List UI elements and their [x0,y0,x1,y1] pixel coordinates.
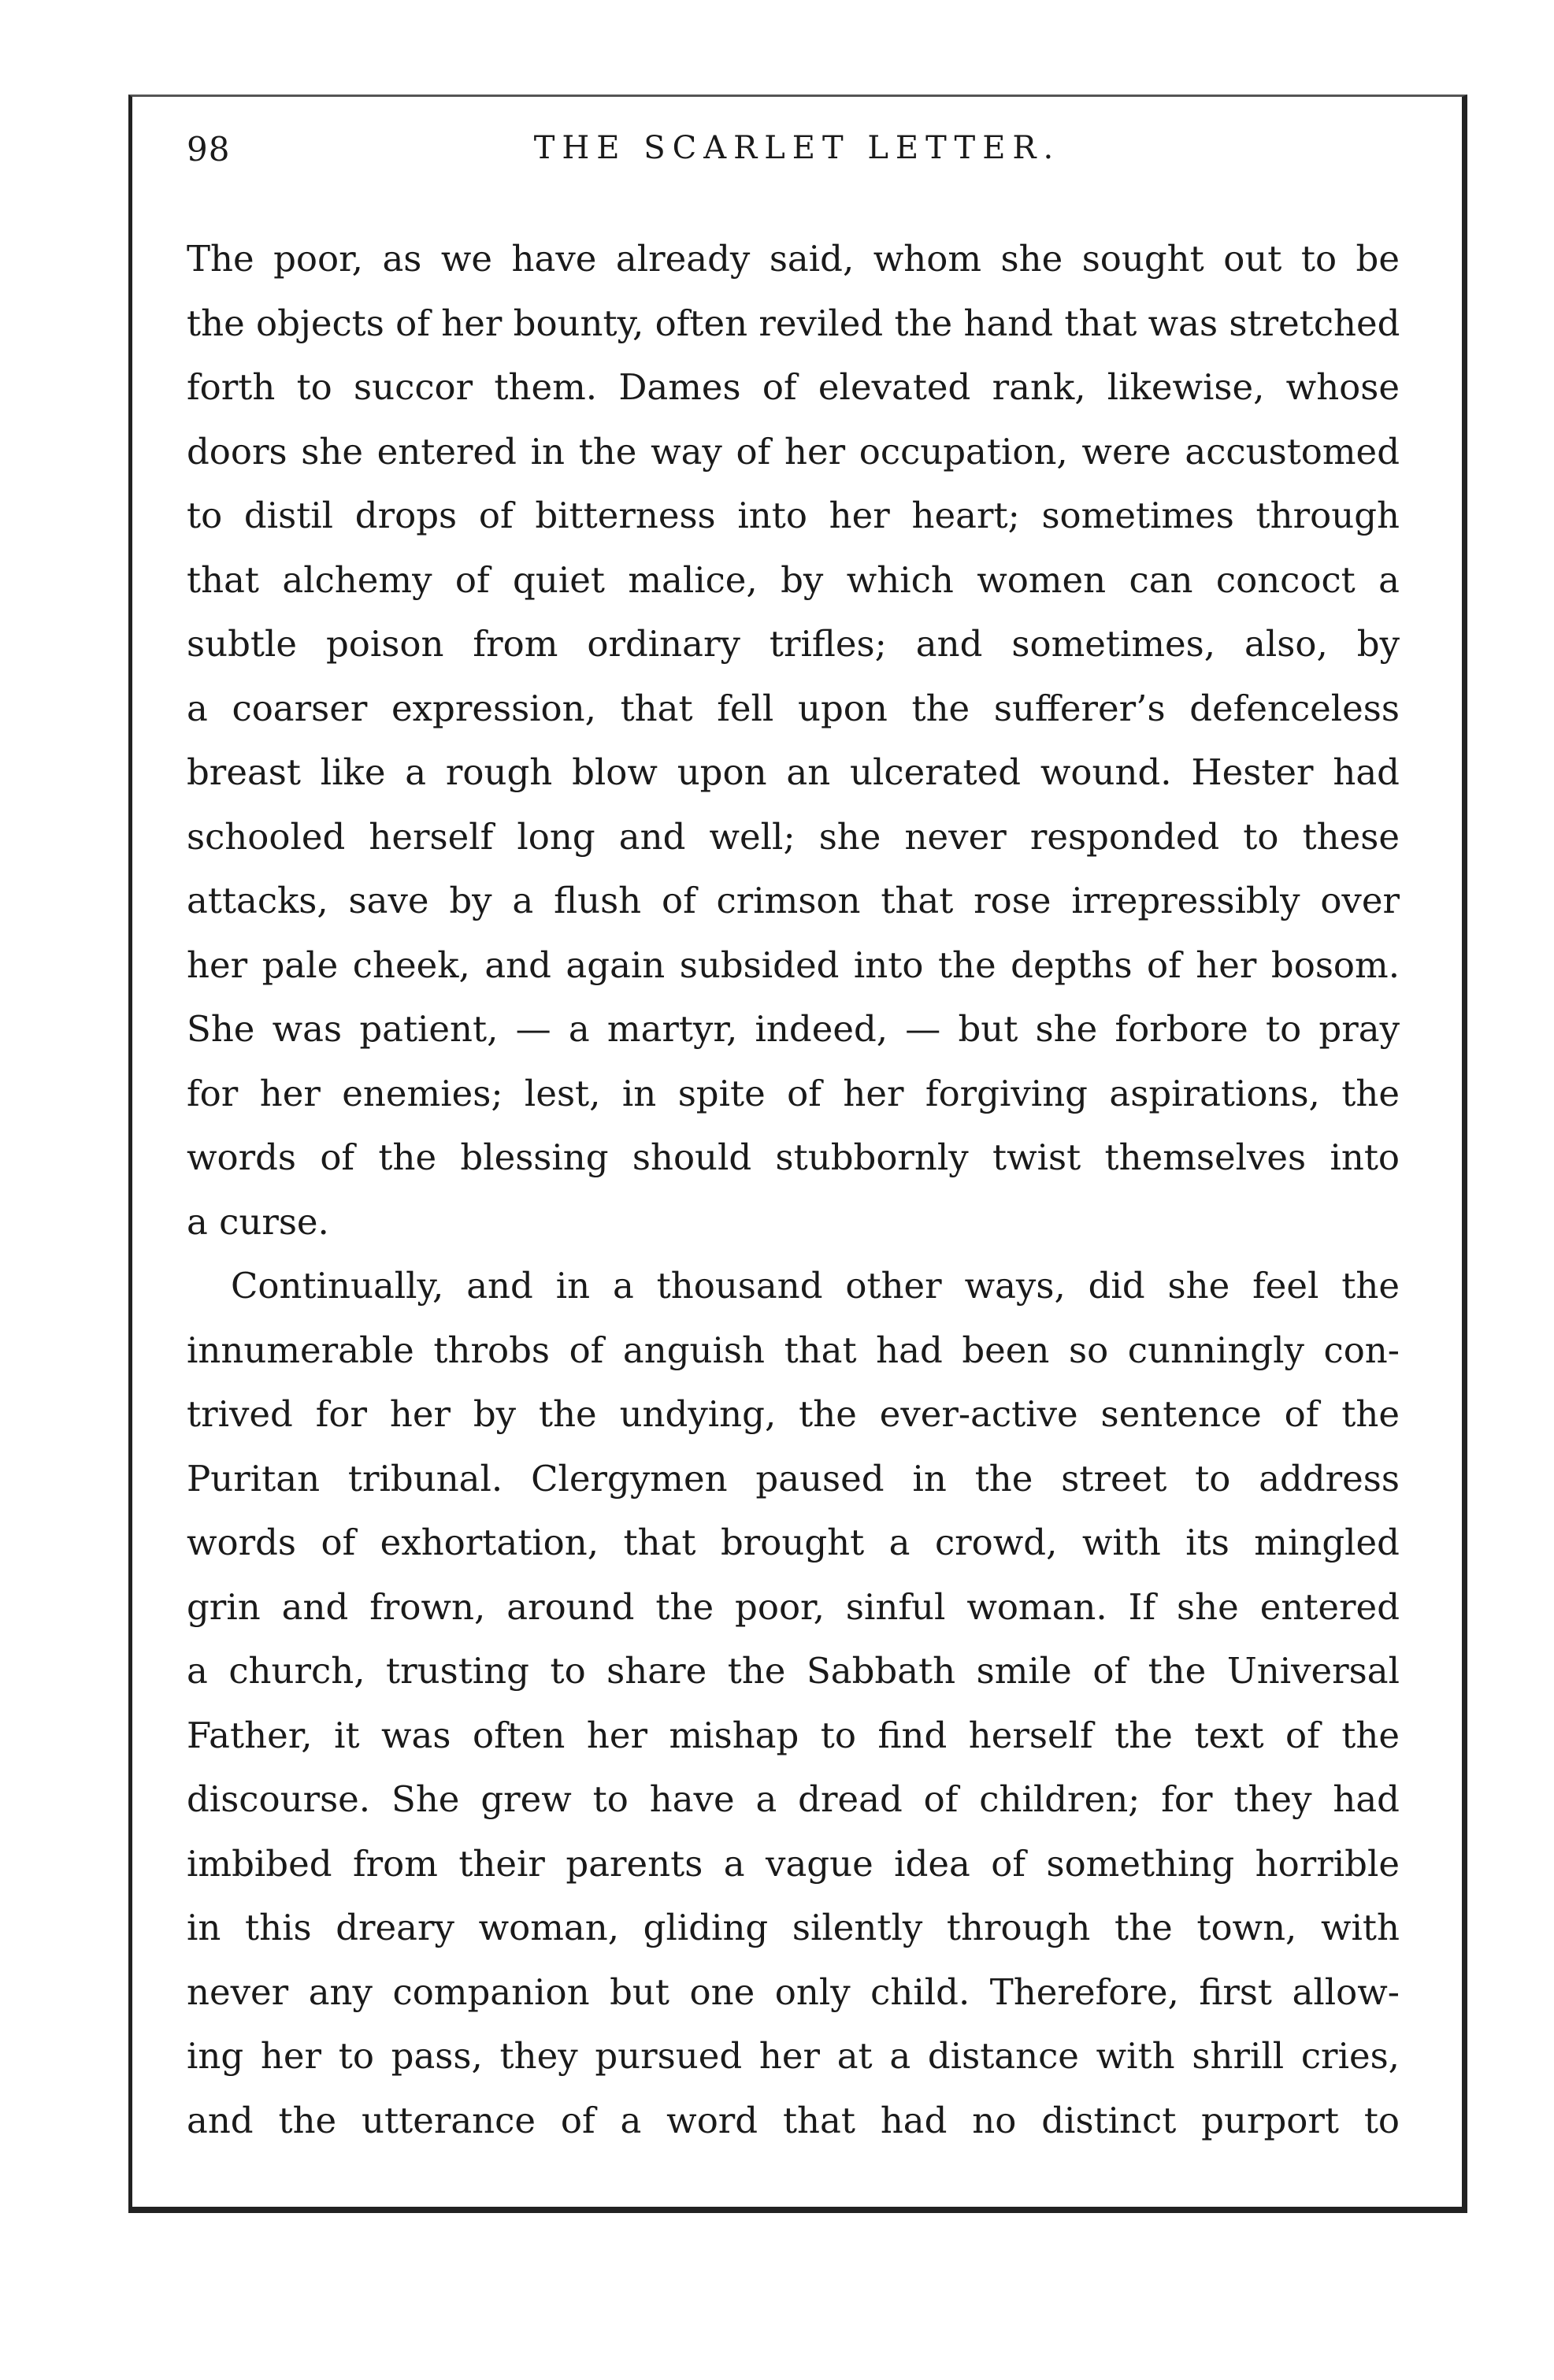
text-line: words of the blessing should stubbornly twist themselves into [187,1136,1400,1178]
text-line: a church, trusting to share the Sabbath smile of the Universal [187,1650,1400,1692]
text-line: ing her to pass, they pursued her at a distance with shrill cries, [187,2035,1400,2077]
text-line: breast like a rough blow upon an ulcerated wound. Hester had [187,751,1400,793]
text-line: never any companion but one only child. Therefore, first allow- [187,1970,1400,2013]
text-line: imbibed from their parents a vague idea of something horrible [187,1842,1400,1885]
text-line: words of exhortation, that brought a crowd, with its mingled [187,1522,1400,1563]
body-text [187,227,1400,2152]
text-line: her pale cheek, and again subsided into the depths of her bosom. [187,943,1400,986]
page-number: 98 [187,130,231,169]
text-line: The poor, as we have already said, whom she sought out to be [187,238,1400,280]
text-line: Puritan tribunal. Clergymen paused in the street to address [187,1457,1400,1500]
text-line: and the utterance of a word that had no distinct purport to [187,2099,1400,2141]
text-line: attacks, save by a flush of crimson that rose irrepressibly over [187,880,1400,921]
text-line: innumerable throbs of anguish that had been so cunningly con- [187,1329,1400,1371]
text-line: trived for her by the undying, the ever-active sentence of the [187,1393,1400,1435]
text-line-paragraph-start: Continually, and in a thousand other ways, did she feel the [231,1265,1400,1307]
running-title: THE SCARLET LETTER. [533,130,1061,166]
text-line: Father, it was often her mishap to find herself the text of the [187,1714,1400,1756]
text-line: discourse. She grew to have a dread of children; for they had [187,1778,1400,1820]
text-line: for her enemies; lest, in spite of her forgiving aspirations, the [187,1072,1400,1114]
text-line: forth to succor them. Dames of elevated rank, likewise, whose [187,366,1400,408]
text-line: to distil drops of bitterness into her heart; sometimes through [187,495,1400,536]
page-header [187,130,1408,177]
text-line-paragraph-end: a curse. [187,1200,329,1243]
text-line: She was patient, — a martyr, indeed, — but she forbore to pray [187,1008,1400,1050]
text-line: grin and frown, around the poor, sinful woman. If she entered [187,1585,1400,1628]
text-line: schooled herself long and well; she never responded to these [187,815,1400,858]
text-line: in this dreary woman, gliding silently through the town, with [187,1907,1400,1948]
text-line: doors she entered in the way of her occupation, were accustomed [187,430,1400,473]
text-line: the objects of her bounty, often reviled the hand that was stretched [187,302,1400,344]
text-line: subtle poison from ordinary trifles; and sometimes, also, by [187,623,1400,665]
text-line: that alchemy of quiet malice, by which women can concoct a [187,558,1400,601]
text-line: a coarser expression, that fell upon the sufferer’s defenceless [187,687,1400,729]
